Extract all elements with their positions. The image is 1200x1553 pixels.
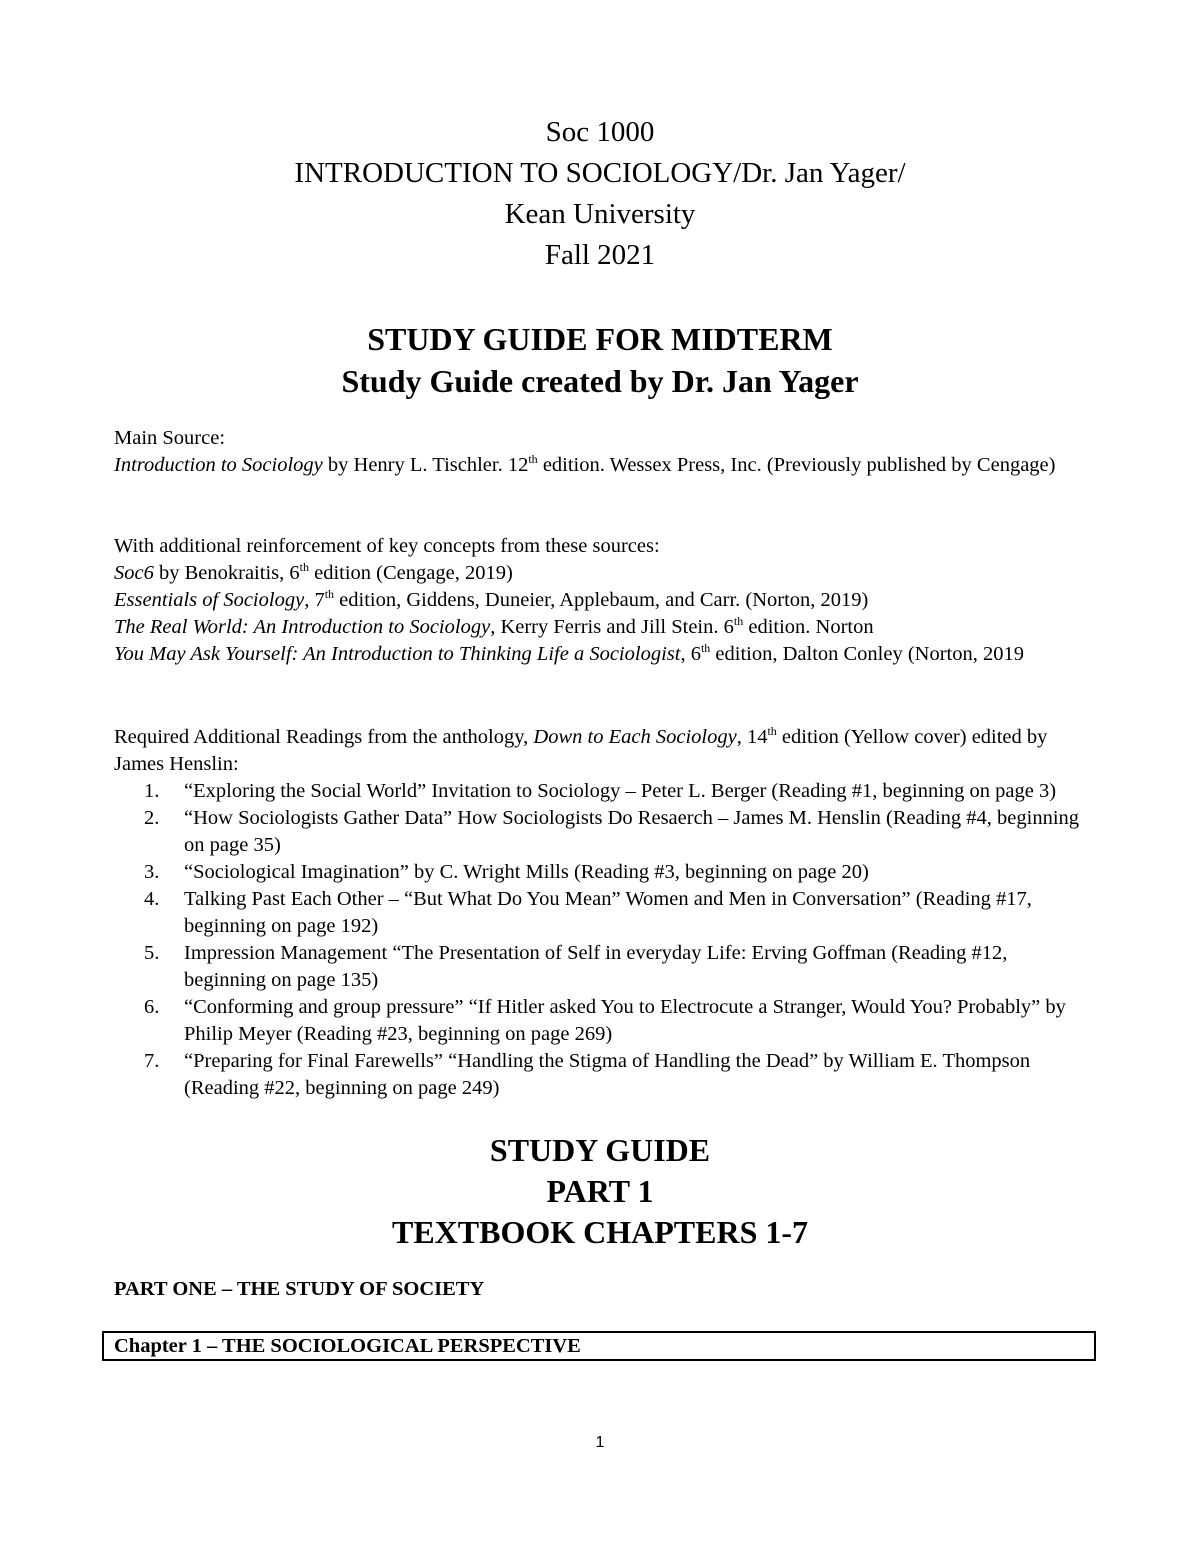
main-source-label: Main Source:	[114, 427, 226, 449]
list-item: 3. “Sociological Imagination” by C. Wright Mills (Reading #3, beginning on page 20)	[144, 861, 869, 883]
list-item: 7. “Preparing for Final Farewells” “Handling the Stigma of Handling the Dead” by William E. Thompson (Reading #22, beginning on page 249)	[144, 1050, 1031, 1099]
university-name: Kean University	[504, 198, 696, 230]
subtitle: Study Guide created by Dr. Jan Yager	[341, 363, 859, 399]
course-code: Soc 1000	[545, 116, 655, 148]
list-item: 5. Impression Management “The Presentation of Self in everyday Life: Erving Goffman (Reading #12, beginning on page 135)	[144, 942, 1008, 991]
course-header	[0, 112, 1200, 276]
page-number: 1	[595, 1434, 605, 1451]
main-title: STUDY GUIDE FOR MIDTERM	[367, 321, 833, 357]
part-label: PART 1	[546, 1173, 654, 1209]
list-item: 6. “Conforming and group pressure” “If Hitler asked You to Electrocute a Stranger, Would You? Probably” by Philip Meyer (Reading #23, beginning on page 269)	[144, 996, 1066, 1045]
source-item: Essentials of Sociology, 7th edition, Giddens, Duneier, Applebaum, and Carr. (Norton, 2019)	[114, 587, 869, 611]
source-item: You May Ask Yourself: An Introduction to Thinking Life a Sociologist, 6th edition, Dalton Conley (Norton, 2019	[114, 641, 1025, 665]
list-item: 1. “Exploring the Social World” Invitation to Sociology – Peter L. Berger (Reading #1, beginning on page 3)	[144, 780, 1057, 802]
study-guide-heading	[0, 1130, 1200, 1253]
additional-sources-section	[114, 533, 1094, 668]
list-item: 2. “How Sociologists Gather Data” How Sociologists Do Resaerch – James M. Henslin (Reading #4, beginning on page 35)	[144, 807, 1080, 856]
term: Fall 2021	[544, 239, 656, 271]
chapters-label: TEXTBOOK CHAPTERS 1-7	[391, 1214, 809, 1250]
part-one-heading: PART ONE – THE STUDY OF SOCIETY	[114, 1278, 485, 1300]
source-item: The Real World: An Introduction to Sociology, Kerry Ferris and Jill Stein. 6th edition. Norton	[114, 614, 874, 638]
anthology-title: Down to Each Sociology	[533, 726, 737, 748]
main-source-section	[114, 425, 1094, 479]
required-readings-list	[114, 778, 1094, 1102]
source-item: Soc6 by Benokraitis, 6th edition (Cengage, 2019)	[114, 560, 513, 584]
list-item: 4. Talking Past Each Other – “But What Do You Mean” Women and Men in Conversation” (Reading #17, beginning on page 192)	[144, 888, 1032, 937]
main-source-book-title: Introduction to Sociology	[114, 454, 323, 476]
additional-sources-intro: With additional reinforcement of key concepts from these sources:	[114, 535, 660, 557]
course-title: INTRODUCTION TO SOCIOLOGY/Dr. Jan Yager/	[294, 157, 906, 189]
document-title	[0, 318, 1200, 402]
study-guide-title: STUDY GUIDE	[489, 1132, 711, 1168]
main-source-citation: Introduction to Sociology by Henry L. Tischler. 12th edition. Wessex Press, Inc. (Previously published by Cengage)	[114, 452, 1056, 476]
chapter-heading-box: Chapter 1 – THE SOCIOLOGICAL PERSPECTIVE	[102, 1331, 1096, 1361]
required-readings-intro: Required Additional Readings from the anthology, Down to Each Sociology, 14th edition (Yellow cover) edited by James Henslin:	[114, 724, 1048, 775]
